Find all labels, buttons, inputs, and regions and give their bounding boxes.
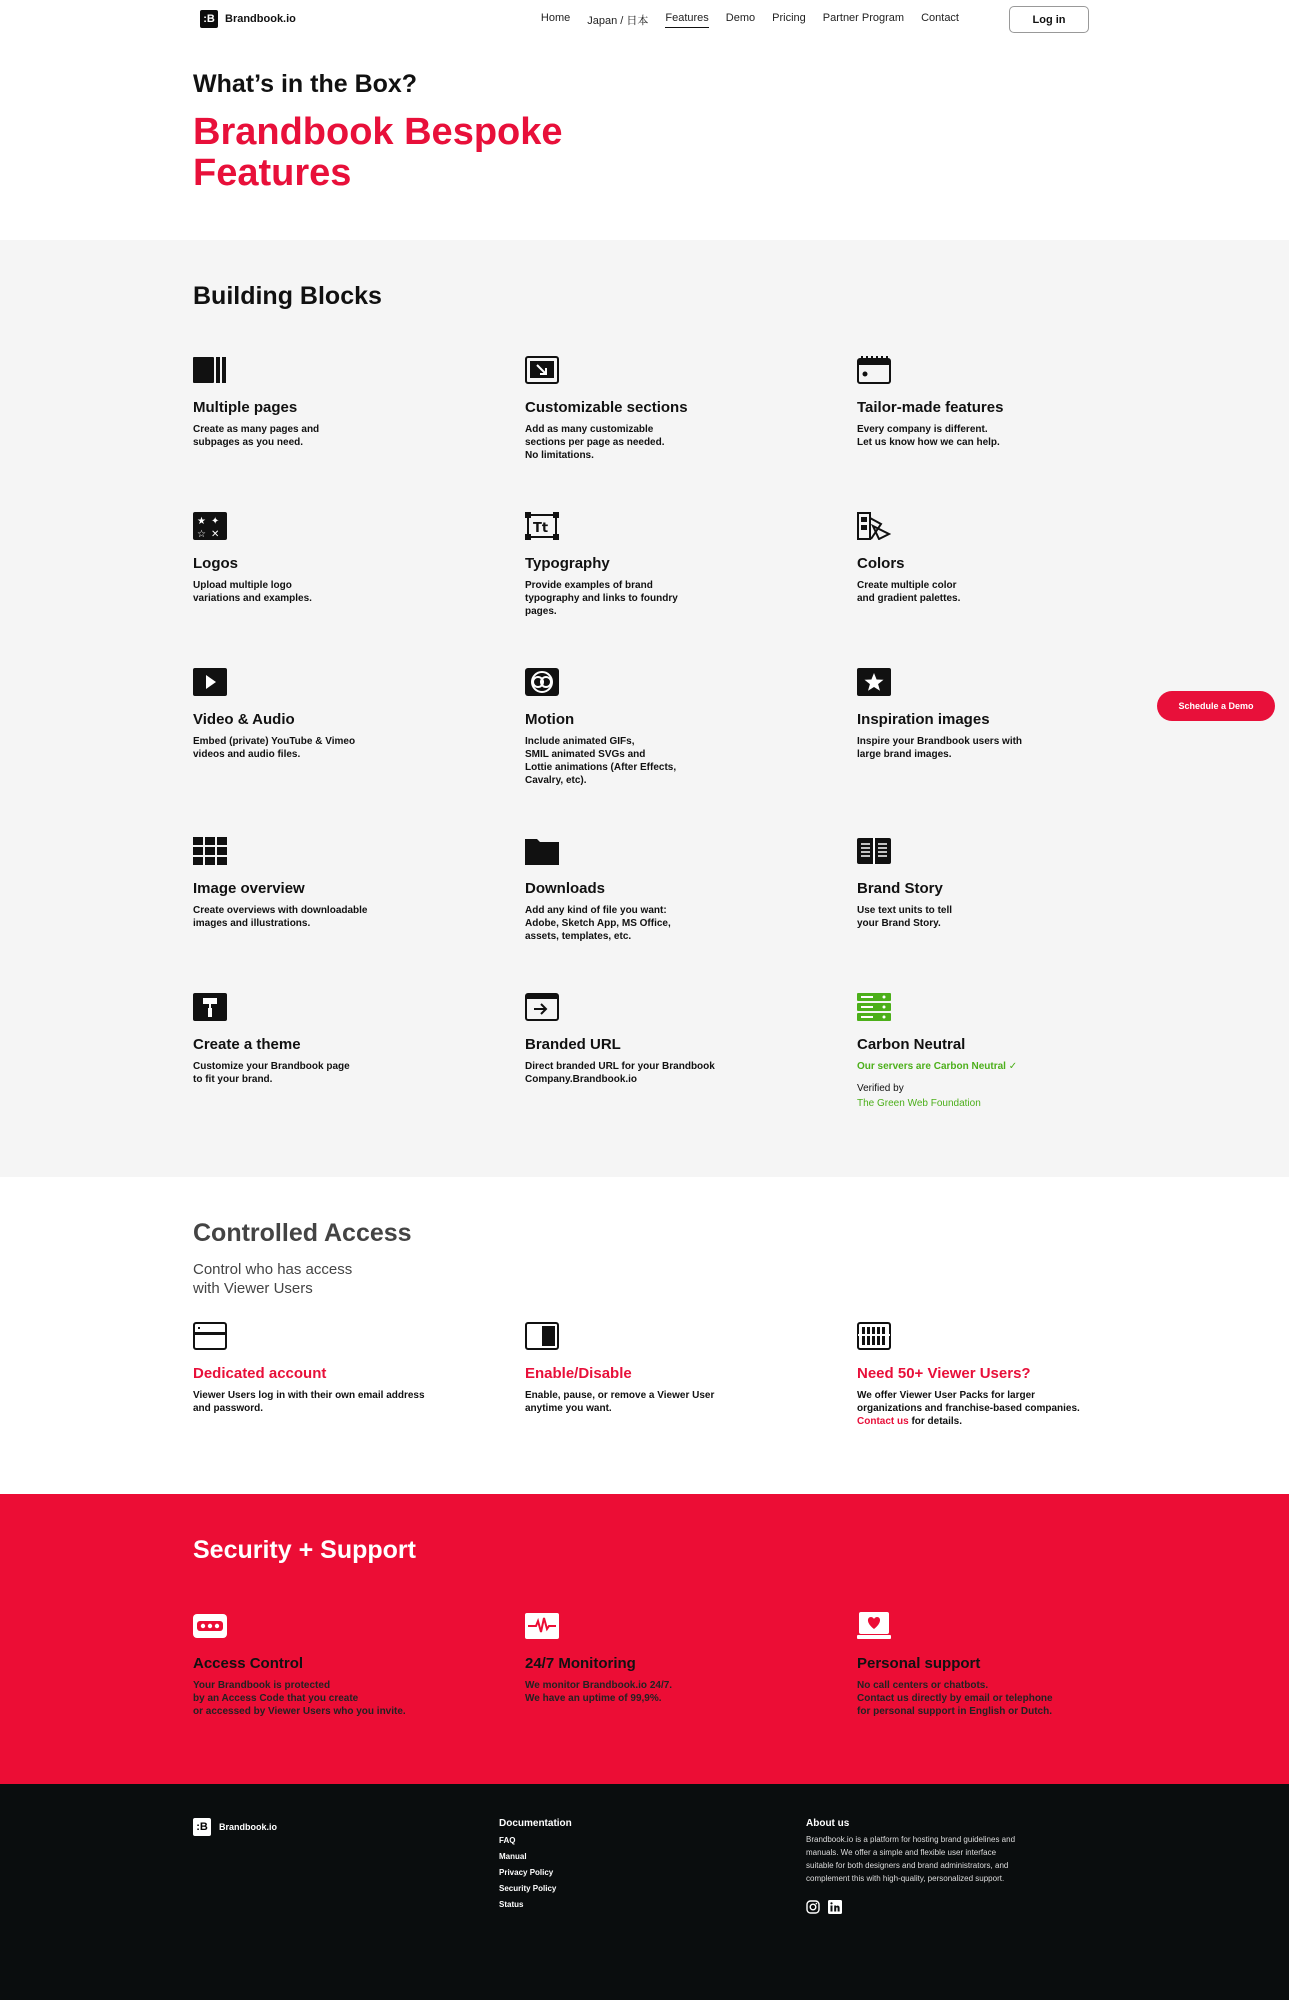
feature-desc: Upload multiple logo variations and examples. (193, 580, 312, 604)
feature-title: Inspiration images (857, 711, 990, 728)
star-icon (857, 668, 891, 696)
feature-multiple-pages (193, 356, 493, 449)
nav-pricing[interactable]: Pricing (772, 12, 806, 24)
login-button[interactable]: Log in (1009, 6, 1089, 33)
paint-roller-icon (193, 993, 227, 1021)
feature-desc: Viewer Users log in with their own email address and password. (193, 1390, 425, 1414)
footer-link-security[interactable]: Security Policy (499, 1884, 557, 1893)
feature-desc: Your Brandbook is protected by an Access Code that you create or accessed by Viewer Users who you invite. (193, 1680, 406, 1717)
feature-desc: Use text units to tell your Brand Story. (857, 905, 953, 929)
feature-brand-story (857, 837, 1157, 930)
users-pack-icon (857, 1322, 891, 1350)
svg-text:✕: ✕ (211, 529, 220, 540)
feature-title: Typography (525, 555, 610, 572)
typography-icon (525, 512, 559, 540)
contact-suffix: for details. (908, 1416, 963, 1427)
feature-enable-disable (525, 1322, 825, 1415)
logos-icon (193, 512, 227, 540)
feature-title: Image overview (193, 880, 305, 897)
book-icon (857, 837, 891, 865)
feature-video-audio (193, 668, 493, 761)
feature-viewer-packs (857, 1322, 1157, 1428)
section-title: Security + Support (193, 1536, 416, 1564)
feature-title: Video & Audio (193, 711, 295, 728)
security-section (0, 1494, 1289, 1784)
top-navigation (0, 0, 1289, 40)
feature-desc: Provide examples of brand typography and links to foundry pages. (525, 580, 678, 617)
nav-contact[interactable]: Contact (921, 12, 959, 24)
logo-mark: :B (193, 1818, 211, 1836)
feature-title: Create a theme (193, 1036, 301, 1053)
feature-title: Multiple pages (193, 399, 298, 416)
footer-link-status[interactable]: Status (499, 1900, 524, 1909)
social-links (806, 1900, 1021, 1914)
feature-desc: Direct branded URL for your Brandbook Company.Brandbook.io (525, 1061, 715, 1085)
feature-desc: We monitor Brandbook.io 24/7. We have an uptime of 99,9%. (525, 1680, 673, 1704)
feature-title: Downloads (525, 880, 606, 897)
feature-typography (525, 512, 825, 618)
feature-create-theme (193, 993, 493, 1086)
tailor-icon (857, 356, 891, 384)
footer (0, 1784, 1289, 2000)
feature-title: Need 50+ Viewer Users? (857, 1365, 1031, 1382)
svg-text:✦: ✦ (211, 516, 220, 527)
pages-icon (193, 356, 227, 384)
controlled-access-subtitle: Control who has access with Viewer Users (193, 1261, 353, 1297)
nav-home[interactable]: Home (540, 12, 571, 24)
feature-desc: Create as many pages and subpages as you need. (193, 424, 320, 448)
nav-partner-program[interactable]: Partner Program (822, 12, 905, 24)
hero-title: Brandbook Bespoke Features (193, 111, 563, 194)
feature-branded-url (525, 993, 825, 1086)
hero-subtitle: What’s in the Box? (193, 70, 418, 98)
feature-downloads (525, 837, 825, 943)
nav-features[interactable]: Features (665, 12, 708, 28)
feature-title: Dedicated account (193, 1365, 327, 1382)
feature-desc: Create overviews with downloadable images and illustrations. (193, 905, 368, 929)
feature-title: Access Control (193, 1655, 304, 1672)
toggle-panel-icon (525, 1322, 559, 1350)
main-nav (541, 12, 959, 28)
section-title: Building Blocks (193, 282, 382, 310)
footer-doc-title: Documentation (499, 1818, 572, 1829)
feature-desc: Enable, pause, or remove a Viewer User anytime you want. (525, 1390, 715, 1414)
feature-image-overview (193, 837, 493, 930)
password-icon (193, 1612, 227, 1640)
heart-laptop-icon (857, 1612, 891, 1640)
contact-line (857, 1415, 1157, 1428)
feature-desc: Every company is different. Let us know how we can help. (857, 424, 1000, 448)
feature-title: Carbon Neutral (857, 1036, 966, 1053)
feature-title: Logos (193, 555, 238, 572)
colors-icon (857, 512, 891, 540)
feature-inspiration-images (857, 668, 1157, 761)
motion-icon (525, 668, 559, 696)
linkedin-icon[interactable] (828, 1900, 842, 1914)
feature-title: Motion (525, 711, 575, 728)
feature-desc: Add any kind of file you want: Adobe, Sketch App, MS Office, assets, templates, etc. (525, 905, 671, 942)
svg-text:Tt: Tt (533, 521, 549, 536)
footer-link-faq[interactable]: FAQ (499, 1836, 516, 1845)
feature-desc: We offer Viewer User Packs for larger organizations and franchise-based companies. (857, 1390, 1080, 1414)
feature-customizable-sections (525, 356, 825, 462)
grid-icon (193, 837, 227, 865)
feature-desc: No call centers or chatbots. Contact us directly by email or telephone for personal support in English or Dutch. (857, 1680, 1053, 1717)
account-icon (193, 1322, 227, 1350)
feature-title: Brand Story (857, 880, 943, 897)
feature-title: Branded URL (525, 1036, 621, 1053)
footer-documentation (499, 1818, 572, 1913)
contact-us-link[interactable]: Contact us (857, 1416, 909, 1427)
feature-monitoring (525, 1612, 825, 1705)
footer-about (806, 1818, 1021, 1914)
controlled-access-title: Controlled Access (193, 1219, 412, 1247)
logo-text: Brandbook.io (219, 1822, 277, 1832)
feature-title: Customizable sections (525, 399, 688, 416)
svg-text:★: ★ (197, 516, 206, 527)
brand-logo[interactable] (200, 10, 296, 28)
feature-desc: Embed (private) YouTube & Vimeo videos and audio files. (193, 736, 356, 760)
pulse-icon (525, 1612, 559, 1640)
green-web-link[interactable]: The Green Web Foundation (857, 1098, 981, 1109)
building-blocks-section (0, 240, 1289, 1177)
feature-logos (193, 512, 493, 605)
footer-about-text: Brandbook.io is a platform for hosting brand guidelines and manuals. We offer a simple and flexible user interface suitable for both designers and brand administrators, and complement this with high-quality, personalized support. (806, 1835, 1016, 1883)
footer-about-title: About us (806, 1818, 850, 1829)
feature-colors (857, 512, 1157, 605)
feature-carbon-neutral (857, 993, 1157, 1111)
feature-title: 24/7 Monitoring (525, 1655, 636, 1672)
feature-title: Tailor-made features (857, 399, 1004, 416)
nav-japan[interactable]: Japan / 日本 (587, 15, 649, 27)
footer-link-manual[interactable]: Manual (499, 1852, 527, 1861)
feature-title: Enable/Disable (525, 1365, 632, 1382)
footer-link-privacy[interactable]: Privacy Policy (499, 1868, 554, 1877)
folder-icon (525, 837, 559, 865)
feature-title: Colors (857, 555, 905, 572)
verified-by (857, 1081, 1157, 1111)
feature-desc: Include animated GIFs, SMIL animated SVGs and Lottie animations (After Effects, Cavalry, etc). (525, 736, 677, 786)
server-icon (857, 993, 891, 1021)
feature-motion (525, 668, 825, 787)
verified-label: Verified by (857, 1083, 904, 1094)
feature-desc: Add as many customizable sections per page as needed. No limitations. (525, 424, 665, 461)
instagram-icon[interactable] (806, 1900, 820, 1914)
url-icon (525, 993, 559, 1021)
logo-mark: :B (200, 10, 218, 28)
nav-demo[interactable]: Demo (725, 12, 756, 24)
sections-icon (525, 356, 559, 384)
svg-text:☆: ☆ (197, 529, 206, 540)
feature-title: Personal support (857, 1655, 981, 1672)
feature-dedicated-account (193, 1322, 493, 1415)
feature-personal-support (857, 1612, 1157, 1718)
feature-desc: Create multiple color and gradient palettes. (857, 580, 961, 604)
feature-desc: Inspire your Brandbook users with large brand images. (857, 736, 1023, 760)
schedule-demo-button[interactable]: Schedule a Demo (1157, 691, 1275, 721)
carbon-statement: Our servers are Carbon Neutral ✓ (857, 1061, 1018, 1072)
feature-desc: Customize your Brandbook page to fit your brand. (193, 1061, 350, 1085)
footer-logo[interactable] (193, 1818, 277, 1836)
logo-text: Brandbook.io (225, 13, 296, 25)
feature-access-control (193, 1612, 493, 1718)
play-icon (193, 668, 227, 696)
feature-tailor-made (857, 356, 1157, 449)
